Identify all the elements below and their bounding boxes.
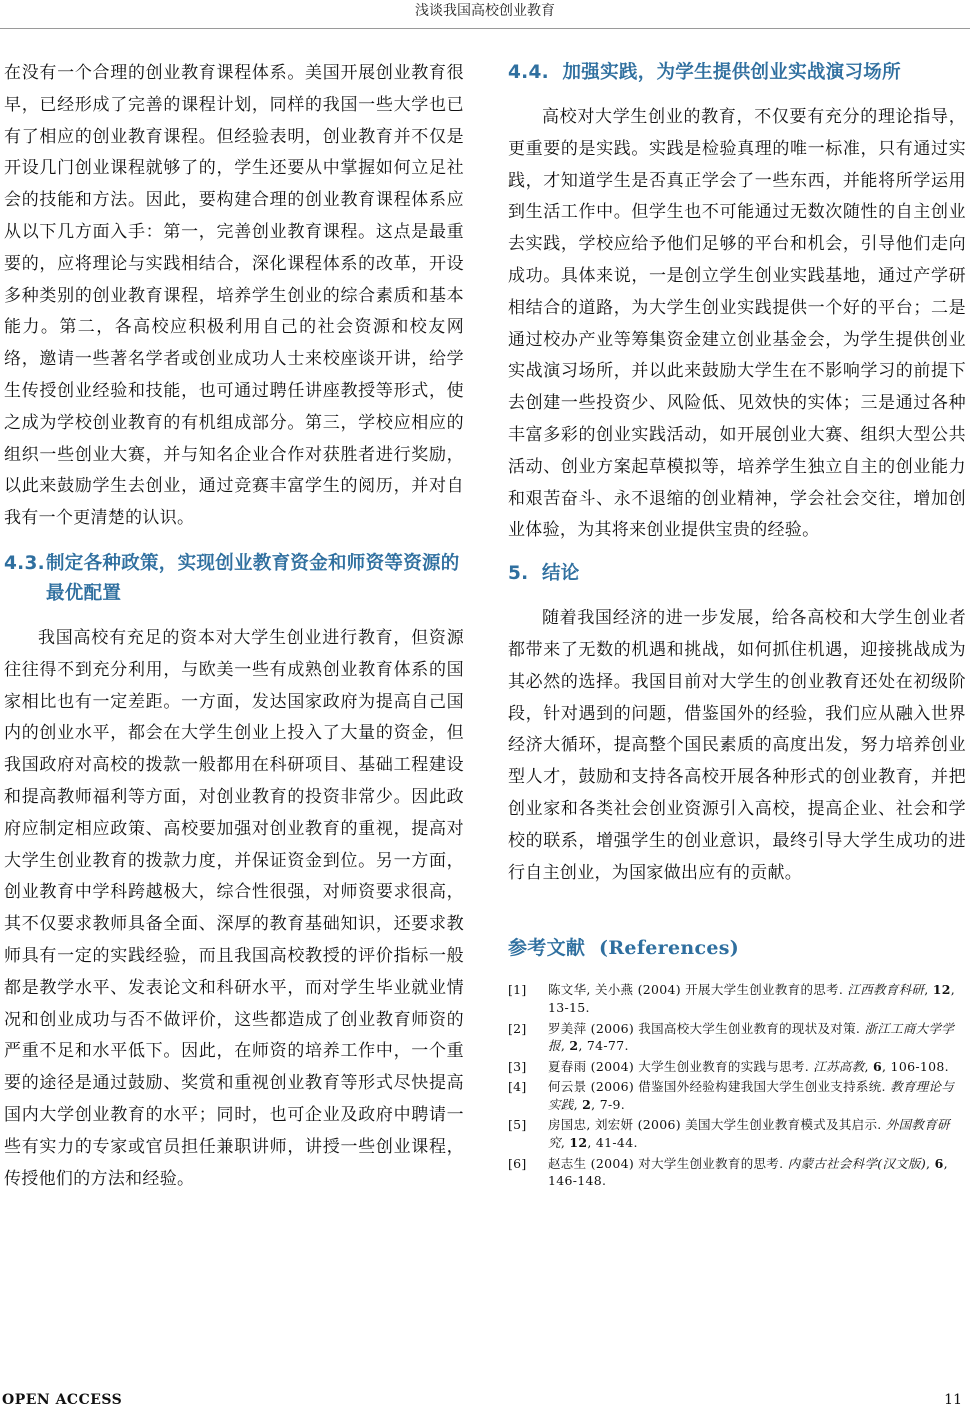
reference-item xyxy=(508,1155,966,1190)
reference-citation: 何云景 (2006) 借鉴国外经验构建我国大学生创业支持系统. xyxy=(548,1079,891,1095)
reference-citation: 陈文华, 关小燕 (2004) 开展大学生创业教育的思考. xyxy=(548,982,848,998)
section-5-title: 结论 xyxy=(542,563,580,585)
reference-index: [6] xyxy=(508,1155,527,1171)
references-title-cn: 参考文献 xyxy=(508,937,586,960)
reference-item xyxy=(508,981,966,1016)
reference-journal: 内蒙古社会科学(汉文版) xyxy=(787,1155,927,1171)
section-4-4-number: 4.4. xyxy=(508,62,550,83)
reference-journal: 教育理论与实践 xyxy=(548,1079,955,1112)
reference-item xyxy=(508,1078,966,1113)
reference-journal: 外国教育研究 xyxy=(548,1117,950,1151)
page-number: 11 xyxy=(944,1392,962,1408)
reference-journal: 江苏高教 xyxy=(813,1058,865,1074)
section-5-number: 5. xyxy=(508,563,529,585)
reference-volume: 6 xyxy=(934,1155,944,1171)
section-4-4-title: 加强实践，为学生提供创业实战演习场所 xyxy=(562,62,901,83)
reference-volume: 12 xyxy=(569,1135,588,1151)
reference-pages: , 13-15. xyxy=(548,982,956,1015)
reference-item xyxy=(508,1116,966,1151)
header-divider xyxy=(0,28,970,29)
section-5-body: 随着我国经济的进一步发展，给各高校和大学生创业者都带来了无数的机遇和挑战，如何抓住机遇，迎接挑战成为其必然的选择。我国目前对大学生的创业教育还处在初级阶段，针对遇到的问题，借鉴国外的经验，我们应从融入世界经济大循环，提高整个国民素质的高度出发，努力培养创业型人才，鼓励和支持各高校开展各种形式的创业教育，并把创业家和各类社会创业资源引入高校，提高企业、社会和学校的联系，增强学生的创业意识，最终引导大学生成功的进行自主创业，为国家做出应有的贡献。 xyxy=(508,608,966,883)
reference-separator: , xyxy=(573,1096,583,1112)
running-header: 浅谈我国高校创业教育 xyxy=(415,3,555,19)
reference-index: [4] xyxy=(508,1079,527,1095)
reference-index: [2] xyxy=(508,1020,527,1036)
reference-list xyxy=(508,981,966,1190)
reference-pages: , 146-148. xyxy=(548,1155,948,1189)
reference-pages: , 41-44. xyxy=(587,1135,638,1151)
reference-index: [5] xyxy=(508,1117,527,1133)
reference-separator: , xyxy=(924,982,933,998)
reference-separator: , xyxy=(560,1038,570,1054)
reference-journal: 江西教育科研 xyxy=(847,982,925,998)
reference-pages: , 74-77. xyxy=(578,1038,629,1054)
section-4-3-body: 我国高校有充足的资本对大学生创业进行教育，但资源往往得不到充分利用，与欧美一些有成熟创业教育体系的国家相比也有一定差距。一方面，发达国家政府为提高自己国内的创业水平，都会在大学生创业上投入了大量的资金，但我国政府对高校的拨款一般都用在科研项目、基础工程建设和提高教师福利等方面，对创业教育的投资非常少。因此政府应制定相应政策、高校要加强对创业教育的重视，提高对大学生创业教育的拨款力度，并保证资金到位。另一方面，创业教育中学科跨越极大，综合性很强，对师资要求很高，其不仅要求教师具备全面、深厚的教育基础知识，还要求教师具有一定的实践经验，而且我国高校教授的评价指标一般都是教学水平、发表论文和科研水平，而对学生毕业就业情况和创业成功与否不做评价，这些都造成了创业教育师资的严重不足和水平低下。因此，在师资的培养工作中，一个重要的途径是通过鼓励、奖赏和重视创业教育等形式尽快提高国内大学创业教育的水平；同时，也可企业及政府中聘请一些有实力的专家或官员担任兼职讲师，讲授一些创业课程，传授他们的方法和经验。 xyxy=(4,627,464,1189)
reference-index: [3] xyxy=(508,1058,527,1074)
reference-separator: , xyxy=(560,1135,570,1151)
reference-separator: , xyxy=(926,1155,935,1171)
reference-volume: 2 xyxy=(582,1096,592,1112)
right-column xyxy=(508,58,966,1193)
reference-citation: 房国忠, 刘宏妍 (2006) 美国大学生创业教育模式及其启示. xyxy=(548,1117,886,1133)
left-column xyxy=(4,58,464,1195)
reference-pages: , 106-108. xyxy=(882,1058,949,1074)
reference-volume: 2 xyxy=(569,1038,579,1054)
references-heading xyxy=(508,933,966,963)
section-4-3-title: 制定各种政策，实现创业教育资金和师资等资源的最优配置 xyxy=(46,552,460,604)
intro-paragraph: 在没有一个合理的创业教育课程体系。美国开展创业教育很早，已经形成了完善的课程计划，同样的我国一些大学也已有了相应的创业教育课程。但经验表明，创业教育并不仅是开设几门创业课程就够了的，学生还要从中掌握如何立足社会的技能和方法。因此，要构建合理的创业教育课程体系应从以下几方面入手：第一，完善创业教育课程。这点是最重要的，应将理论与实践相结合，深化课程体系的改革，开设多种类别的创业教育课程，培养学生创业的综合素质和基本能力。第二，各高校应积极利用自己的社会资源和校友网络，邀请一些著名学者或创业成功人士来校座谈开讲，给学生传授创业经验和技能，也可通过聘任讲座教授等形式，使之成为学校创业教育的有机组成部分。第三，学校应相应的组织一些创业大赛，并与知名企业合作对获胜者进行奖励，以此来鼓励学生去创业，通过竞赛丰富学生的阅历，并对自我有一个更清楚的认识。 xyxy=(4,63,464,529)
section-5-heading xyxy=(508,559,966,589)
reference-separator: , xyxy=(864,1058,874,1074)
section-4-4-heading xyxy=(508,58,966,88)
reference-index: [1] xyxy=(508,982,527,998)
section-4-3-heading xyxy=(4,549,464,609)
reference-volume: 6 xyxy=(873,1058,883,1074)
section-4-3-number: 4.3. xyxy=(4,552,46,574)
references-title-en: (References) xyxy=(599,937,740,960)
reference-pages: , 7-9. xyxy=(591,1096,626,1112)
reference-journal: 浙江工商大学学报 xyxy=(548,1020,955,1054)
reference-citation: 赵志生 (2004) 对大学生创业教育的思考. xyxy=(548,1155,788,1171)
reference-citation: 夏春雨 (2004) 大学生创业教育的实践与思考. xyxy=(548,1058,814,1074)
section-4-4-body: 高校对大学生创业的教育，不仅要有充分的理论指导，更重要的是实践。实践是检验真理的唯一标准，只有通过实践，才知道学生是否真正学会了一些东西，并能将所学运用到生活工作中。但学生也不可能通过无数次随性的自主创业去实践，学校应给予他们足够的平台和机会，引导他们走向成功。具体来说，一是创立学生创业实践基地，通过产学研相结合的道路，为大学生创业实践提供一个好的平台；二是通过校办产业等筹集资金建立创业基金会，为学生提供创业实战演习场所，并以此来鼓励大学生在不影响学习的前提下去创建一些投资少、风险低、见效快的实体；三是通过各种丰富多彩的创业实践活动，如开展创业大赛、组织大型公共活动、创业方案起草模拟等，培养学生独立自主的创业能力和艰苦奋斗、永不退缩的创业精神，学会社会交往，增加创业体验，为其将来创业提供宝贵的经验。 xyxy=(508,107,966,541)
reference-volume: 12 xyxy=(932,982,951,998)
reference-item xyxy=(508,1058,966,1076)
reference-citation: 罗美萍 (2006) 我国高校大学生创业教育的现状及对策. xyxy=(548,1020,865,1036)
open-access-label: OPEN ACCESS xyxy=(2,1392,123,1408)
reference-item xyxy=(508,1020,966,1055)
